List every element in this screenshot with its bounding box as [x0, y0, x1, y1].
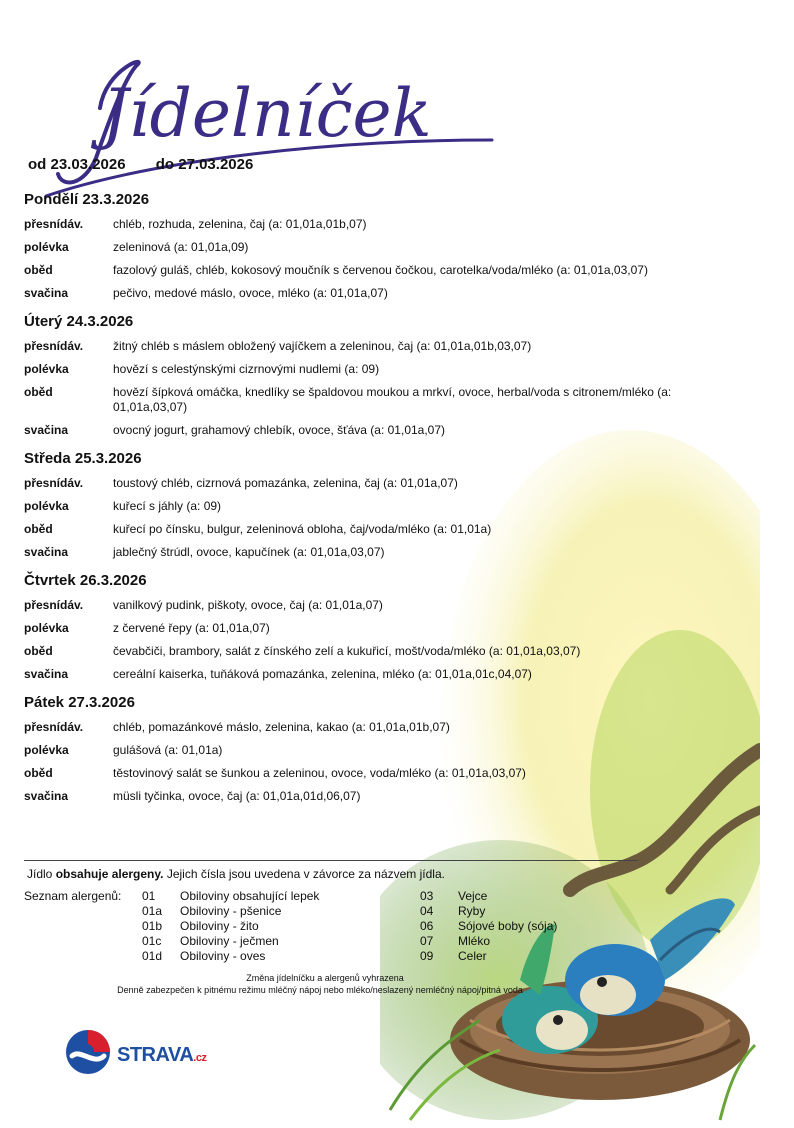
- allergen-code: 09: [420, 949, 434, 963]
- title-swoosh: [40, 48, 510, 198]
- day-title: Pátek 27.3.2026: [24, 694, 135, 711]
- meal-row: [24, 545, 744, 560]
- meal-text: ovocný jogurt, grahamový chlebík, ovoce, šťáva (a: 01,01a,07): [113, 423, 446, 437]
- meal-text: zeleninová (a: 01,01a,09): [113, 240, 249, 254]
- meal-label: přesnídáv.: [24, 476, 84, 490]
- meal-text: vanilkový pudink, piškoty, ovoce, čaj (a: 01,01a,07): [113, 598, 383, 612]
- meal-row: [24, 743, 744, 758]
- allergen-item: [142, 904, 319, 919]
- strava-logo-text: STRAVA.cz: [117, 1044, 207, 1066]
- meal-row: [24, 789, 744, 804]
- day-title: Středa 25.3.2026: [24, 450, 142, 467]
- allergen-name: Obiloviny - pšenice: [180, 904, 282, 918]
- meal-label: polévka: [24, 240, 69, 254]
- meal-text: toustový chléb, cizrnová pomazánka, zelenina, čaj (a: 01,01a,07): [113, 476, 458, 490]
- meal-text: žitný chléb s máslem obložený vajíčkem a zeleninou, čaj (a: 01,01a,01b,03,07): [113, 339, 532, 353]
- meal-label: polévka: [24, 743, 69, 757]
- meal-label: svačina: [24, 667, 69, 681]
- meal-text: hovězí s celestýnskými cizrnovými nudlemi (a: 09): [113, 362, 380, 376]
- allergen-item: [420, 934, 557, 949]
- allergen-name: Sójové boby (sója): [458, 919, 558, 933]
- meal-text: müsli tyčinka, ovoce, čaj (a: 01,01a,01d,06,07): [113, 789, 361, 803]
- allergen-item: [420, 889, 557, 904]
- date-from: od 23.03.2026: [28, 156, 126, 173]
- change-note-text: Změna jídelníčku a alergenů vyhrazena: [246, 973, 404, 983]
- meal-text: kuřecí s jáhly (a: 09): [113, 499, 222, 513]
- meal-label: oběd: [24, 263, 53, 277]
- menu-title: [40, 48, 510, 198]
- meal-row: [24, 667, 744, 682]
- meal-row: [24, 720, 744, 735]
- meal-label: polévka: [24, 499, 69, 513]
- drink-note-text: Denně zabezpečen k pitnému režimu mléčný nápoj nebo mléko/neslazený nemléčný nápoj/pitná voda: [117, 985, 523, 995]
- meal-label: oběd: [24, 644, 53, 658]
- meal-row: [24, 286, 744, 301]
- meal-label: oběd: [24, 522, 53, 536]
- day-section: [24, 313, 744, 438]
- allergen-name: Obiloviny - oves: [180, 949, 266, 963]
- meal-row: [24, 598, 744, 613]
- meal-text: chléb, pomazánkové máslo, zelenina, kakao (a: 01,01a,01b,07): [113, 720, 450, 734]
- allergen-note: Jídlo obsahuje alergeny. Jejich čísla jsou uvedena v závorce za názvem jídla.: [27, 867, 445, 881]
- change-note: [0, 972, 640, 996]
- meal-row: [24, 766, 744, 781]
- meal-text: fazolový guláš, chléb, kokosový moučník s červenou čočkou, carotelka/voda/mléko (a: 01,01a,03,07): [113, 263, 648, 277]
- meal-row: [24, 385, 744, 415]
- allergen-code: 06: [420, 919, 434, 933]
- day-title: Čtvrtek 26.3.2026: [24, 572, 147, 589]
- day-section: [24, 572, 744, 682]
- meal-label: svačina: [24, 789, 69, 803]
- meal-text: čevabčiči, brambory, salát z čínského zelí a kukuřicí, mošt/voda/mléko (a: 01,01a,03,07): [113, 644, 581, 658]
- meal-text: z červené řepy (a: 01,01a,07): [113, 621, 270, 635]
- allergen-code: 03: [420, 889, 434, 903]
- meal-label: svačina: [24, 286, 69, 300]
- day-list: [24, 191, 744, 816]
- allergen-list-heading: Seznam alergenů:: [24, 889, 122, 903]
- meal-text: jablečný štrúdl, ovoce, kapučínek (a: 01,01a,03,07): [113, 545, 385, 559]
- meal-label: polévka: [24, 621, 69, 635]
- allergen-name: Obiloviny obsahující lepek: [180, 889, 320, 903]
- meal-row: [24, 423, 744, 438]
- meal-label: oběd: [24, 385, 53, 399]
- allergen-code: 01b: [142, 919, 163, 933]
- meal-row: [24, 240, 744, 255]
- allergen-code: 01a: [142, 904, 163, 918]
- allergen-item: [142, 934, 319, 949]
- allergen-column-left: [142, 889, 319, 964]
- day-section: [24, 191, 744, 301]
- meal-text: těstovinový salát se šunkou a zeleninou, ovoce, voda/mléko (a: 01,01a,03,07): [113, 766, 526, 780]
- allergen-item: [420, 904, 557, 919]
- allergen-item: [142, 919, 319, 934]
- meal-text: kuřecí po čínsku, bulgur, zeleninová obloha, čaj/voda/mléko (a: 01,01a): [113, 522, 492, 536]
- meal-label: oběd: [24, 766, 53, 780]
- meal-text: chléb, rozhuda, zelenina, čaj (a: 01,01a,01b,07): [113, 217, 367, 231]
- title-text: Jídelníček: [102, 75, 432, 152]
- allergen-item: [142, 949, 319, 964]
- meal-label: svačina: [24, 545, 69, 559]
- strava-logo-icon: [64, 1026, 112, 1078]
- allergen-column-right: [420, 889, 557, 964]
- date-range: [28, 156, 279, 173]
- allergen-code: 04: [420, 904, 434, 918]
- meal-row: [24, 499, 744, 514]
- meal-text: gulášová (a: 01,01a): [113, 743, 223, 757]
- meal-row: [24, 362, 744, 377]
- allergen-item: [142, 889, 319, 904]
- allergen-name: Celer: [458, 949, 487, 963]
- day-title: Úterý 24.3.2026: [24, 313, 134, 330]
- meal-label: přesnídáv.: [24, 598, 84, 612]
- meal-label: přesnídáv.: [24, 720, 84, 734]
- allergen-name: Mléko: [458, 934, 491, 948]
- allergen-name: Obiloviny - žito: [180, 919, 259, 933]
- meal-row: [24, 522, 744, 537]
- meal-text: cereální kaiserka, tuňáková pomazánka, zelenina, mléko (a: 01,01a,01c,04,07): [113, 667, 532, 681]
- date-to: do 27.03.2026: [155, 156, 254, 173]
- allergen-code: 01c: [142, 934, 162, 948]
- meal-row: [24, 217, 744, 232]
- meal-label: přesnídáv.: [24, 339, 84, 353]
- day-section: [24, 450, 744, 560]
- allergen-item: [420, 949, 557, 964]
- strava-logo: [64, 1026, 207, 1078]
- meal-row: [24, 339, 744, 354]
- meal-label: svačina: [24, 423, 69, 437]
- day-section: [24, 694, 744, 804]
- meal-text: hovězí šípková omáčka, knedlíky se špaldovou moukou a mrkví, ovoce, herbal/voda s citronem/mléko (a: 01,01a,03,07): [113, 385, 672, 414]
- allergen-code: 07: [420, 934, 434, 948]
- allergen-name: Vejce: [458, 889, 488, 903]
- allergen-name: Ryby: [458, 904, 486, 918]
- meal-text: pečivo, medové máslo, ovoce, mléko (a: 01,01a,07): [113, 286, 388, 300]
- allergen-name: Obiloviny - ječmen: [180, 934, 279, 948]
- allergen-divider: [24, 860, 638, 861]
- meal-label: přesnídáv.: [24, 217, 84, 231]
- allergen-code: 01: [142, 889, 156, 903]
- allergen-code: 01d: [142, 949, 163, 963]
- day-title: Pondělí 23.3.2026: [24, 191, 150, 208]
- meal-row: [24, 644, 744, 659]
- meal-label: polévka: [24, 362, 69, 376]
- meal-row: [24, 476, 744, 491]
- meal-row: [24, 263, 744, 278]
- meal-row: [24, 621, 744, 636]
- allergen-item: [420, 919, 557, 934]
